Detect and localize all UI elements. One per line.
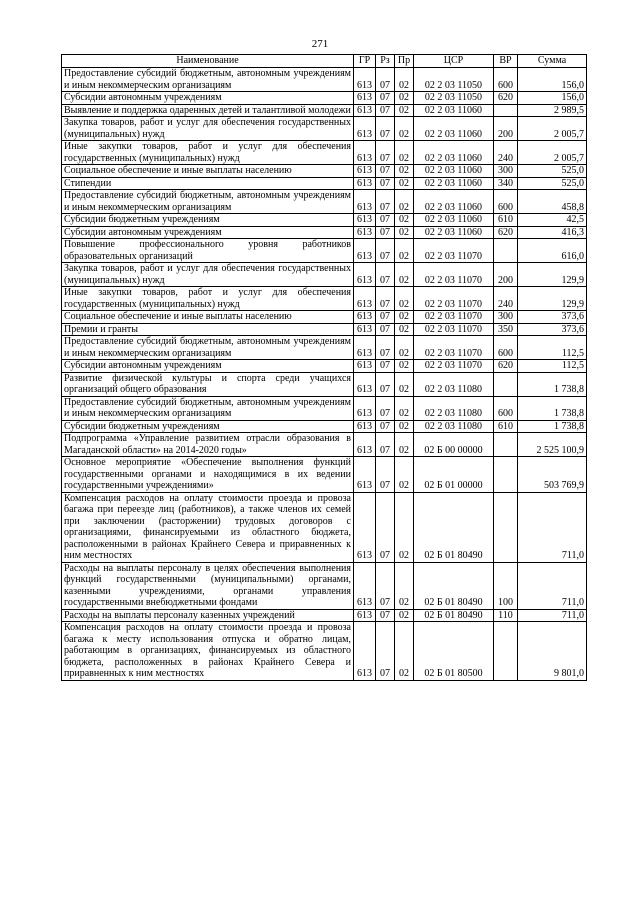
- row-csr: 02 2 03 11060: [414, 190, 494, 214]
- row-gr: 613: [354, 190, 376, 214]
- row-csr: 02 2 03 11080: [414, 372, 494, 396]
- row-pr: 02: [395, 92, 414, 105]
- row-sum: 616,0: [518, 239, 587, 263]
- header-pr: Пр: [395, 55, 414, 68]
- row-name: Расходы на выплаты персоналу казенных учреждений: [62, 609, 354, 622]
- row-pr: 02: [395, 226, 414, 239]
- row-vr: [494, 104, 518, 117]
- row-gr: 613: [354, 457, 376, 493]
- table-row: [62, 165, 587, 178]
- header-row: [62, 55, 587, 68]
- row-csr: 02 2 03 11060: [414, 165, 494, 178]
- row-gr: 613: [354, 68, 376, 92]
- row-sum: 1 738,8: [518, 420, 587, 433]
- row-rz: 07: [376, 104, 395, 117]
- row-rz: 07: [376, 492, 395, 562]
- row-rz: 07: [376, 420, 395, 433]
- row-vr: [494, 492, 518, 562]
- row-csr: 02 2 03 11070: [414, 287, 494, 311]
- row-pr: 02: [395, 239, 414, 263]
- row-name: Предоставление субсидий бюджетным, автономным учреждениям и иным некоммерческим организациям: [62, 68, 354, 92]
- table-row: [62, 396, 587, 420]
- table-row: [62, 239, 587, 263]
- row-name: Закупка товаров, работ и услуг для обеспечения государственных (муниципальных) нужд: [62, 117, 354, 141]
- row-pr: 02: [395, 214, 414, 227]
- row-csr: 02 2 03 11060: [414, 214, 494, 227]
- row-gr: 613: [354, 622, 376, 681]
- row-gr: 613: [354, 372, 376, 396]
- row-sum: 503 769,9: [518, 457, 587, 493]
- table-row: [62, 336, 587, 360]
- row-csr: 02 2 03 11050: [414, 68, 494, 92]
- row-vr: [494, 457, 518, 493]
- row-rz: 07: [376, 141, 395, 165]
- header-rz: Рз: [376, 55, 395, 68]
- row-name: Предоставление субсидий бюджетным, автономным учреждениям и иным некоммерческим организациям: [62, 190, 354, 214]
- row-name: Подпрограмма «Управление развитием отрасли образования в Магаданской области» на 2014-2020 годы»: [62, 433, 354, 457]
- row-sum: 373,6: [518, 323, 587, 336]
- row-pr: 02: [395, 190, 414, 214]
- row-vr: 340: [494, 177, 518, 190]
- row-name: Предоставление субсидий бюджетным, автономным учреждениям и иным некоммерческим организациям: [62, 336, 354, 360]
- row-name: Выявление и поддержка одаренных детей и талантливой молодежи: [62, 104, 354, 117]
- row-sum: 156,0: [518, 68, 587, 92]
- budget-table: [61, 54, 587, 681]
- row-vr: [494, 239, 518, 263]
- row-vr: 300: [494, 165, 518, 178]
- row-csr: 02 Б 00 00000: [414, 433, 494, 457]
- row-csr: 02 2 03 11070: [414, 311, 494, 324]
- row-csr: 02 Б 01 80490: [414, 562, 494, 609]
- row-name: Иные закупки товаров, работ и услуг для обеспечения государственных (муниципальных) нужд: [62, 141, 354, 165]
- row-name: Стипендии: [62, 177, 354, 190]
- row-gr: 613: [354, 165, 376, 178]
- row-sum: 2 005,7: [518, 117, 587, 141]
- row-vr: 620: [494, 92, 518, 105]
- row-csr: 02 2 03 11070: [414, 360, 494, 373]
- row-name: Субсидии бюджетным учреждениям: [62, 214, 354, 227]
- row-rz: 07: [376, 562, 395, 609]
- row-csr: 02 Б 01 80500: [414, 622, 494, 681]
- row-csr: 02 2 03 11070: [414, 336, 494, 360]
- row-sum: 2 005,7: [518, 141, 587, 165]
- table-row: [62, 323, 587, 336]
- row-csr: 02 2 03 11070: [414, 239, 494, 263]
- row-pr: 02: [395, 311, 414, 324]
- row-csr: 02 Б 01 80490: [414, 609, 494, 622]
- row-gr: 613: [354, 141, 376, 165]
- row-sum: 112,5: [518, 336, 587, 360]
- row-gr: 613: [354, 396, 376, 420]
- row-rz: 07: [376, 263, 395, 287]
- row-rz: 07: [376, 190, 395, 214]
- table-row: [62, 622, 587, 681]
- row-vr: 100: [494, 562, 518, 609]
- row-csr: 02 2 03 11060: [414, 117, 494, 141]
- row-sum: 42,5: [518, 214, 587, 227]
- row-csr: 02 2 03 11070: [414, 323, 494, 336]
- row-rz: 07: [376, 226, 395, 239]
- row-csr: 02 2 03 11060: [414, 141, 494, 165]
- row-pr: 02: [395, 177, 414, 190]
- row-sum: 711,0: [518, 562, 587, 609]
- table-row: [62, 117, 587, 141]
- row-gr: 613: [354, 336, 376, 360]
- table-row: [62, 609, 587, 622]
- row-pr: 02: [395, 457, 414, 493]
- table-row: [62, 562, 587, 609]
- row-sum: 9 801,0: [518, 622, 587, 681]
- row-sum: 2 989,5: [518, 104, 587, 117]
- row-sum: 1 738,8: [518, 372, 587, 396]
- row-pr: 02: [395, 287, 414, 311]
- row-rz: 07: [376, 609, 395, 622]
- row-sum: 711,0: [518, 492, 587, 562]
- row-rz: 07: [376, 457, 395, 493]
- row-vr: 610: [494, 214, 518, 227]
- row-csr: 02 2 03 11080: [414, 420, 494, 433]
- table-row: [62, 226, 587, 239]
- row-pr: 02: [395, 433, 414, 457]
- row-sum: 525,0: [518, 177, 587, 190]
- row-csr: 02 Б 01 80490: [414, 492, 494, 562]
- row-pr: 02: [395, 104, 414, 117]
- row-vr: 600: [494, 190, 518, 214]
- row-csr: 02 2 03 11060: [414, 177, 494, 190]
- row-sum: 525,0: [518, 165, 587, 178]
- table-row: [62, 141, 587, 165]
- table-row: [62, 68, 587, 92]
- row-name: Субсидии автономным учреждениям: [62, 92, 354, 105]
- row-gr: 613: [354, 104, 376, 117]
- row-rz: 07: [376, 360, 395, 373]
- row-csr: 02 2 03 11060: [414, 226, 494, 239]
- row-gr: 613: [354, 311, 376, 324]
- row-gr: 613: [354, 609, 376, 622]
- row-sum: 711,0: [518, 609, 587, 622]
- row-rz: 07: [376, 214, 395, 227]
- table-row: [62, 214, 587, 227]
- table-row: [62, 104, 587, 117]
- row-sum: 2 525 100,9: [518, 433, 587, 457]
- header-csr: ЦСР: [414, 55, 494, 68]
- row-name: Компенсация расходов на оплату стоимости проезда и провоза багажа к месту использования отпуска и обратно лицам, работающим в организациях, финансируемых из областного бюджета, расположенных в районах Крайнего Севера и приравненных к ним местностях: [62, 622, 354, 681]
- row-gr: 613: [354, 214, 376, 227]
- row-vr: 600: [494, 68, 518, 92]
- table-row: [62, 457, 587, 493]
- row-pr: 02: [395, 562, 414, 609]
- row-pr: 02: [395, 396, 414, 420]
- row-vr: 240: [494, 287, 518, 311]
- row-csr: 02 2 03 11070: [414, 263, 494, 287]
- row-csr: 02 Б 01 00000: [414, 457, 494, 493]
- row-vr: 200: [494, 263, 518, 287]
- row-name: Компенсация расходов на оплату стоимости проезда и провоза багажа при переезде лиц (работников), а также членов их семей при заключении (расторжении) трудовых договоров с организациями, финансируемыми из областного бюджета, расположенными в районах Крайнего Севера и приравненных к ним местностях: [62, 492, 354, 562]
- row-vr: 240: [494, 141, 518, 165]
- row-pr: 02: [395, 420, 414, 433]
- row-rz: 07: [376, 68, 395, 92]
- row-name: Предоставление субсидий бюджетным, автономным учреждениям и иным некоммерческим организациям: [62, 396, 354, 420]
- row-name: Основное мероприятие «Обеспечение выполнения функций государственными органами и находящимися в их ведении государственными учреждениями»: [62, 457, 354, 493]
- row-gr: 613: [354, 287, 376, 311]
- row-sum: 112,5: [518, 360, 587, 373]
- row-gr: 613: [354, 492, 376, 562]
- header-name: Наименование: [62, 55, 354, 68]
- row-vr: [494, 622, 518, 681]
- table-row: [62, 420, 587, 433]
- table-row: [62, 263, 587, 287]
- row-gr: 613: [354, 420, 376, 433]
- row-vr: [494, 372, 518, 396]
- row-vr: 350: [494, 323, 518, 336]
- row-vr: [494, 433, 518, 457]
- row-name: Повышение профессионального уровня работников образовательных организаций: [62, 239, 354, 263]
- row-rz: 07: [376, 311, 395, 324]
- row-gr: 613: [354, 360, 376, 373]
- row-sum: 1 738,8: [518, 396, 587, 420]
- row-name: Социальное обеспечение и иные выплаты населению: [62, 311, 354, 324]
- row-rz: 07: [376, 396, 395, 420]
- row-rz: 07: [376, 622, 395, 681]
- header-vr: ВР: [494, 55, 518, 68]
- row-csr: 02 2 03 11060: [414, 104, 494, 117]
- row-gr: 613: [354, 263, 376, 287]
- row-gr: 613: [354, 117, 376, 141]
- row-gr: 613: [354, 562, 376, 609]
- row-rz: 07: [376, 433, 395, 457]
- row-vr: 300: [494, 311, 518, 324]
- row-pr: 02: [395, 336, 414, 360]
- row-name: Субсидии автономным учреждениям: [62, 360, 354, 373]
- table-row: [62, 372, 587, 396]
- page-number: 271: [311, 38, 329, 50]
- row-vr: 620: [494, 360, 518, 373]
- row-rz: 07: [376, 287, 395, 311]
- row-gr: 613: [354, 177, 376, 190]
- row-rz: 07: [376, 323, 395, 336]
- row-name: Расходы на выплаты персоналу в целях обеспечения выполнения функций государственными (муниципальными) органами, казенными учреждениями, органами управления государственными внебюджетными фондами: [62, 562, 354, 609]
- row-sum: 129,9: [518, 287, 587, 311]
- table-row: [62, 190, 587, 214]
- row-csr: 02 2 03 11080: [414, 396, 494, 420]
- table-row: [62, 433, 587, 457]
- row-name: Субсидии автономным учреждениям: [62, 226, 354, 239]
- row-pr: 02: [395, 263, 414, 287]
- row-rz: 07: [376, 92, 395, 105]
- row-pr: 02: [395, 323, 414, 336]
- row-name: Субсидии бюджетным учреждениям: [62, 420, 354, 433]
- table-row: [62, 492, 587, 562]
- row-csr: 02 2 03 11050: [414, 92, 494, 105]
- header-sum: Сумма: [518, 55, 587, 68]
- row-rz: 07: [376, 336, 395, 360]
- row-rz: 07: [376, 177, 395, 190]
- row-pr: 02: [395, 165, 414, 178]
- row-vr: 620: [494, 226, 518, 239]
- row-rz: 07: [376, 165, 395, 178]
- table-row: [62, 287, 587, 311]
- row-pr: 02: [395, 117, 414, 141]
- row-gr: 613: [354, 226, 376, 239]
- row-sum: 129,9: [518, 263, 587, 287]
- row-vr: 200: [494, 117, 518, 141]
- row-pr: 02: [395, 141, 414, 165]
- row-name: Премии и гранты: [62, 323, 354, 336]
- row-rz: 07: [376, 372, 395, 396]
- row-gr: 613: [354, 92, 376, 105]
- row-pr: 02: [395, 492, 414, 562]
- row-pr: 02: [395, 360, 414, 373]
- row-vr: 110: [494, 609, 518, 622]
- row-name: Развитие физической культуры и спорта среди учащихся организаций общего образования: [62, 372, 354, 396]
- row-gr: 613: [354, 433, 376, 457]
- row-pr: 02: [395, 68, 414, 92]
- row-rz: 07: [376, 239, 395, 263]
- row-name: Иные закупки товаров, работ и услуг для обеспечения государственных (муниципальных) нужд: [62, 287, 354, 311]
- row-gr: 613: [354, 239, 376, 263]
- row-sum: 373,6: [518, 311, 587, 324]
- row-pr: 02: [395, 372, 414, 396]
- table-row: [62, 92, 587, 105]
- row-sum: 416,3: [518, 226, 587, 239]
- row-vr: 600: [494, 396, 518, 420]
- row-pr: 02: [395, 622, 414, 681]
- row-rz: 07: [376, 117, 395, 141]
- table-row: [62, 311, 587, 324]
- row-name: Социальное обеспечение и иные выплаты населению: [62, 165, 354, 178]
- row-pr: 02: [395, 609, 414, 622]
- header-gr: ГР: [354, 55, 376, 68]
- row-vr: 610: [494, 420, 518, 433]
- row-gr: 613: [354, 323, 376, 336]
- table-row: [62, 177, 587, 190]
- row-sum: 458,8: [518, 190, 587, 214]
- row-vr: 600: [494, 336, 518, 360]
- row-name: Закупка товаров, работ и услуг для обеспечения государственных (муниципальных) нужд: [62, 263, 354, 287]
- table-row: [62, 360, 587, 373]
- row-sum: 156,0: [518, 92, 587, 105]
